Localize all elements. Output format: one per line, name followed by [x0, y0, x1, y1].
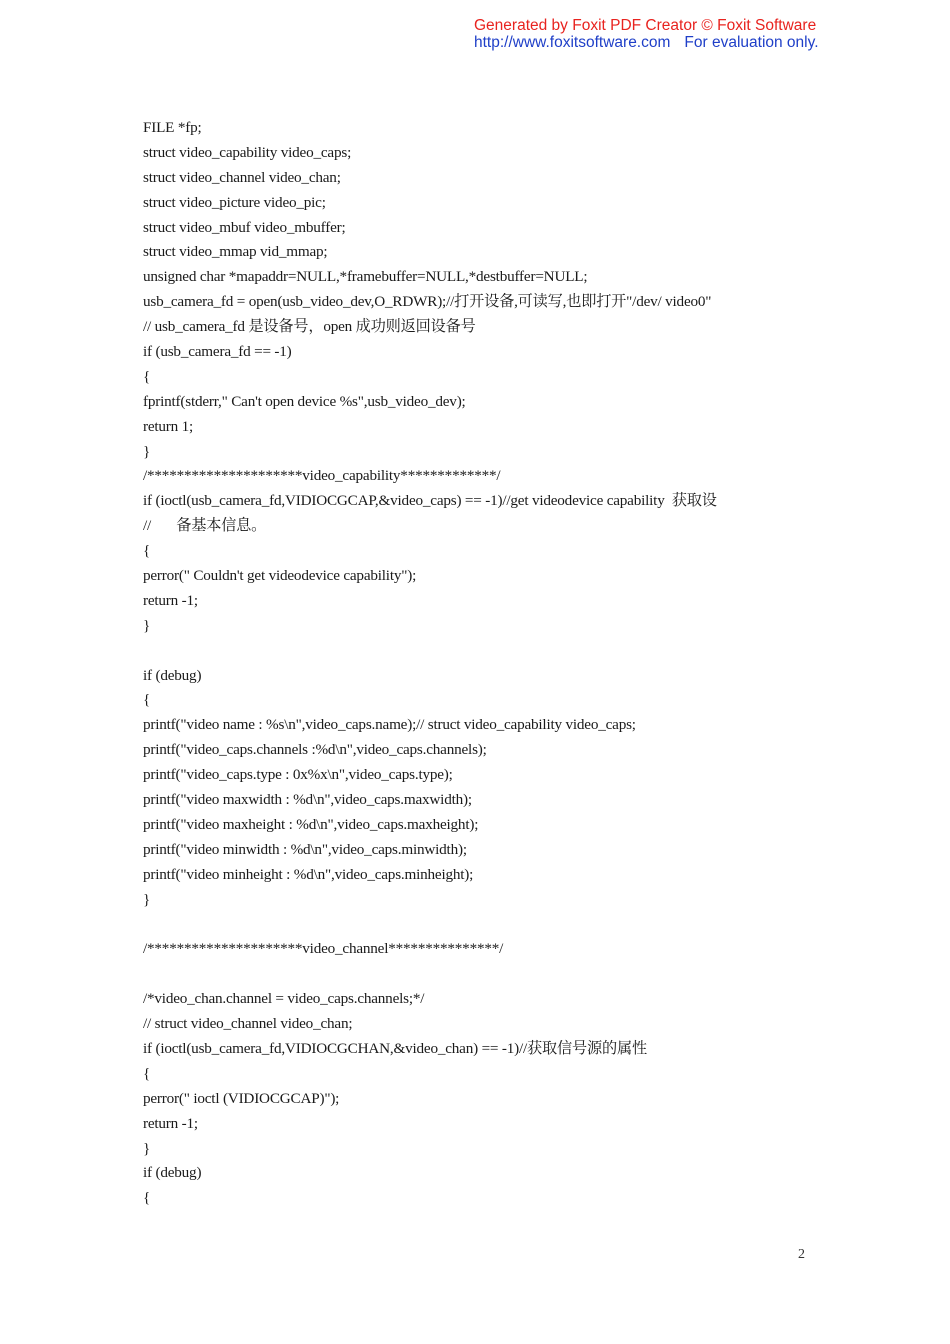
- code-line: FILE *fp;: [143, 119, 202, 136]
- code-line: printf("video_caps.channels :%d\n",video_caps.channels);: [143, 741, 487, 759]
- code-listing: [143, 116, 843, 1211]
- foxit-watermark: [474, 17, 819, 51]
- code-line: return -1;: [143, 1114, 198, 1132]
- code-line: /*********************video_channel***************/: [143, 940, 504, 958]
- code-line: unsigned char *mapaddr=NULL,*framebuffer=NULL,*destbuffer=NULL;: [143, 268, 588, 286]
- watermark-title: Generated by Foxit PDF Creator © Foxit Software: [474, 17, 817, 34]
- code-line: // 备基本信息。: [143, 517, 267, 535]
- watermark-note: For evaluation only.: [684, 34, 819, 51]
- code-line: struct video_capability video_caps;: [143, 143, 352, 161]
- code-line: /*********************video_capability*************/: [143, 467, 501, 485]
- code-line: printf("video maxheight : %d\n",video_caps.maxheight);: [143, 815, 479, 833]
- code-line: perror(" Couldn't get videodevice capability");: [143, 567, 417, 585]
- code-line: if (ioctl(usb_camera_fd,VIDIOCGCHAN,&video_chan) == -1)//获取信号源的属性: [143, 1039, 647, 1057]
- code-line: if (debug): [143, 1164, 202, 1182]
- code-line: // struct video_channel video_chan;: [143, 1015, 353, 1033]
- code-line: if (debug): [143, 666, 202, 684]
- code-line: printf("video name : %s\n",video_caps.name);// struct video_capability video_caps;: [143, 716, 636, 734]
- code-line: fprintf(stderr," Can't open device %s",usb_video_dev);: [143, 392, 466, 410]
- code-line: // usb_camera_fd 是设备号，open 成功则返回设备号: [143, 318, 476, 336]
- code-line: struct video_mmap vid_mmap;: [143, 243, 328, 261]
- code-line: {: [143, 1189, 151, 1207]
- code-line: printf("video_caps.type : 0x%x\n",video_caps.type);: [143, 766, 453, 784]
- code-line: /*video_chan.channel = video_caps.channels;*/: [143, 990, 425, 1008]
- code-line: struct video_mbuf video_mbuffer;: [143, 218, 346, 236]
- watermark-url-link[interactable]: http://www.foxitsoftware.com: [474, 34, 671, 51]
- code-line: }: [143, 442, 151, 460]
- blank-line: [143, 913, 843, 938]
- watermark-subline: [474, 34, 819, 51]
- code-line: {: [143, 691, 151, 709]
- code-line: perror(" ioctl (VIDIOCGCAP)");: [143, 1089, 340, 1107]
- blank-line: [143, 962, 843, 987]
- code-line: {: [143, 542, 151, 560]
- code-line: {: [143, 367, 151, 385]
- code-line: return -1;: [143, 591, 198, 609]
- code-line: }: [143, 1139, 151, 1157]
- code-line: usb_camera_fd = open(usb_video_dev,O_RDWR);//打开设备,可读写,也即打开"/dev/ video0": [143, 293, 712, 311]
- code-line: printf("video minwidth : %d\n",video_caps.minwidth);: [143, 840, 467, 858]
- code-line: struct video_picture video_pic;: [143, 193, 326, 211]
- page-number: 2: [798, 1247, 805, 1262]
- code-line: {: [143, 1064, 151, 1082]
- code-line: return 1;: [143, 417, 194, 435]
- code-line: printf("video minheight : %d\n",video_caps.minheight);: [143, 865, 474, 883]
- blank-line: [143, 639, 843, 664]
- code-line: printf("video maxwidth : %d\n",video_caps.maxwidth);: [143, 791, 472, 809]
- code-line: struct video_channel video_chan;: [143, 168, 341, 186]
- code-line: if (usb_camera_fd == -1): [143, 343, 292, 361]
- code-line: if (ioctl(usb_camera_fd,VIDIOCGCAP,&video_caps) == -1)//get videodevice capability 获取设: [143, 492, 717, 510]
- code-line: }: [143, 890, 151, 908]
- code-line: }: [143, 616, 151, 634]
